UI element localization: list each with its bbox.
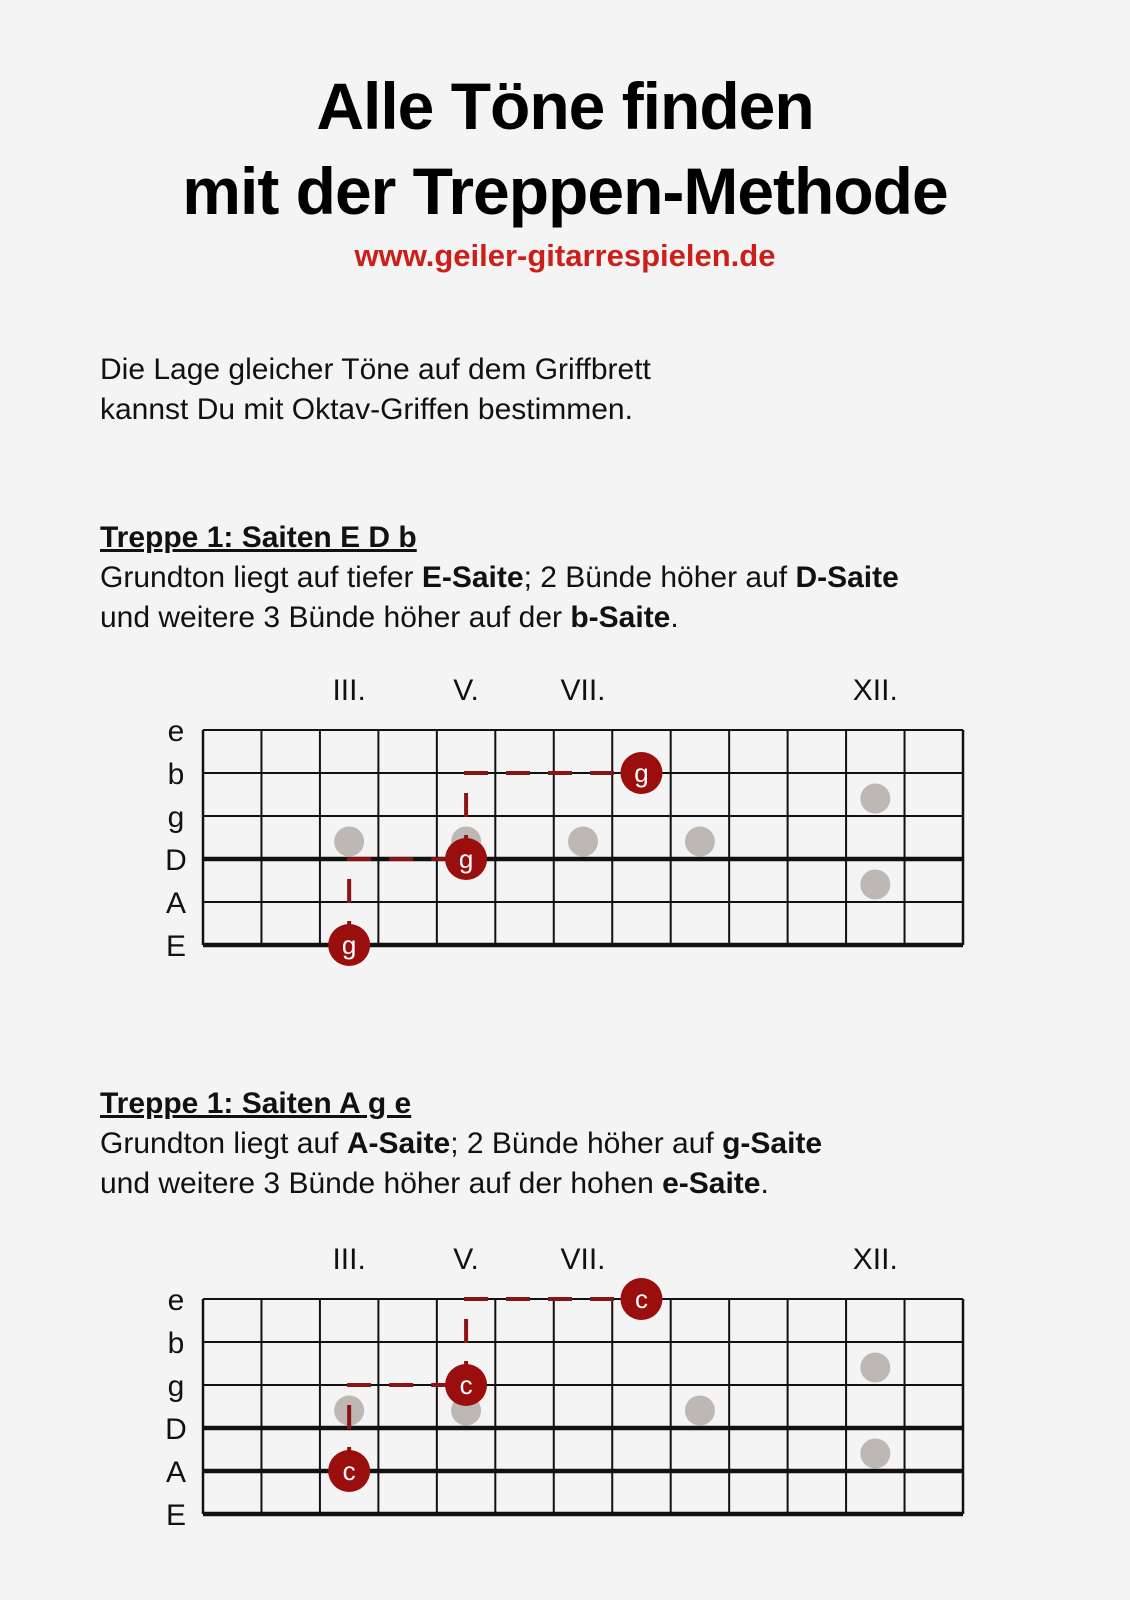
bold-text: A-Saite [346, 1127, 451, 1160]
section-1-heading: Treppe 1: Saiten E D b [100, 521, 417, 554]
intro-line2: kannst Du mit Oktav-Griffen bestimmen. [100, 393, 633, 426]
bold-text: e-Saite [662, 1167, 761, 1200]
note-label: g [458, 844, 474, 874]
text: Grundton liegt auf [100, 1127, 347, 1160]
text: und weitere 3 Bünde höher auf der hohen [100, 1167, 663, 1200]
string-label: g [167, 801, 185, 834]
fret-marker-label: III. [332, 1243, 366, 1276]
fret-inlay-dot [685, 1396, 715, 1426]
fret-marker-label: VII. [560, 1243, 606, 1276]
bold-text: g-Saite [722, 1127, 823, 1160]
bold-text: b-Saite [570, 601, 671, 634]
string-label: E [165, 930, 187, 963]
fret-inlay-dot [860, 1439, 890, 1469]
string-label: b [167, 1327, 185, 1360]
text: . [670, 601, 679, 634]
website-url[interactable]: www.geiler-gitarrespielen.de [354, 238, 776, 273]
fret-marker-label: V. [453, 1243, 479, 1276]
fret-inlay-dot [860, 1353, 890, 1383]
string-label: e [167, 1284, 185, 1317]
bold-text: D-Saite [795, 561, 899, 594]
text: Grundton liegt auf tiefer [100, 561, 422, 594]
fret-marker-label: III. [332, 674, 366, 707]
section-2-heading: Treppe 1: Saiten A g e [100, 1087, 412, 1120]
fret-marker-label: V. [453, 674, 479, 707]
string-label: D [165, 1413, 187, 1446]
note-label: g [634, 758, 649, 788]
string-label: E [165, 1499, 187, 1532]
text: ; 2 Bünde höher auf [523, 561, 796, 594]
text: und weitere 3 Bünde höher auf der [100, 601, 571, 634]
fret-marker-label: XII. [852, 674, 898, 707]
bold-text: E-Saite [421, 561, 524, 594]
string-label: b [167, 758, 185, 791]
intro-line1: Die Lage gleicher Töne auf dem Griffbrett [100, 353, 651, 386]
fret-marker-label: XII. [852, 1243, 898, 1276]
string-label: D [165, 844, 187, 877]
note-label: c [634, 1284, 648, 1314]
string-label: g [167, 1370, 185, 1403]
string-label: A [165, 1456, 187, 1489]
page-title-line1: Alle Töne finden [316, 69, 814, 143]
string-label: e [167, 715, 185, 748]
text: ; 2 Bünde höher auf [450, 1127, 723, 1160]
note-label: c [459, 1370, 473, 1400]
note-label: c [342, 1456, 356, 1486]
fret-marker-label: VII. [560, 674, 606, 707]
page-title-line2: mit der Treppen-Methode [182, 154, 948, 228]
string-label: A [165, 887, 187, 920]
note-label: g [341, 930, 357, 960]
text: . [760, 1167, 769, 1200]
